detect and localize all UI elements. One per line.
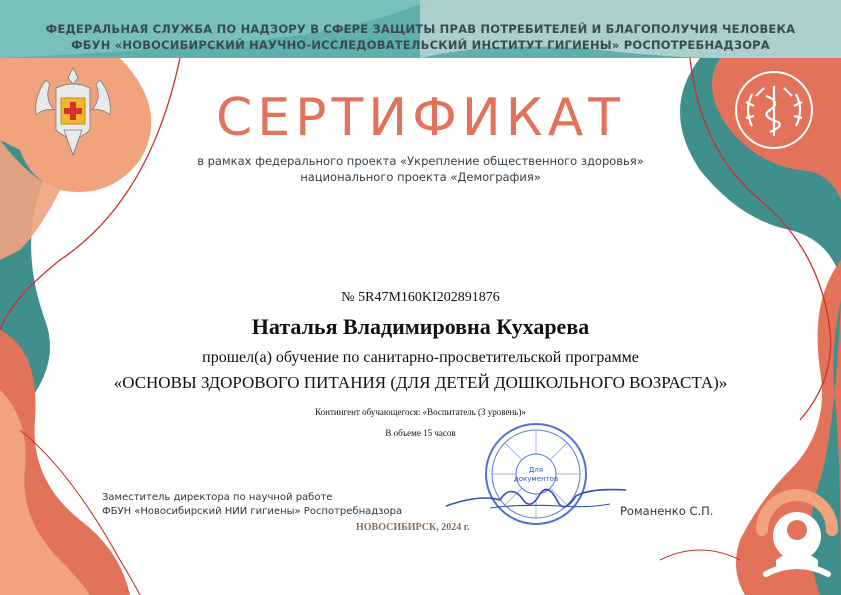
signatory-name: Романенко С.П. — [620, 504, 714, 518]
project-line1: в рамках федерального проекта «Укрепление общественного здоровья» — [197, 154, 644, 168]
program-name: «ОСНОВЫ ЗДОРОВОГО ПИТАНИЯ (ДЛЯ ДЕТЕЙ ДОШКОЛЬНОГО ВОЗРАСТА)» — [113, 373, 728, 392]
certificate-title: СЕРТИФИКАТ — [215, 88, 626, 148]
contingent-text: Контингент обучающегося: «Воспитатель (3 уровень)» — [315, 407, 526, 417]
signatory-position-line1: Заместитель директора по научной работе — [102, 492, 333, 503]
recipient-name: Наталья Владимировна Кухарева — [251, 314, 590, 339]
completion-statement: прошел(а) обучение по санитарно-просветительской программе — [202, 349, 639, 366]
svg-text:документов: документов — [513, 475, 559, 483]
handwritten-signature — [440, 476, 630, 520]
family-logo-icon — [756, 478, 838, 584]
volume-hours: В объеме 15 часов — [385, 428, 456, 438]
city-year: НОВОСИБИРСК, 2024 г. — [356, 522, 470, 533]
signatory-position-line2: ФБУН «Новосибирский НИИ гигиены» Роспотребнадзора — [102, 506, 403, 517]
project-line2: национального проекта «Демография» — [300, 170, 541, 184]
agency-name-line1: ФЕДЕРАЛЬНАЯ СЛУЖБА ПО НАДЗОРУ В СФЕРЕ ЗАЩИТЫ ПРАВ ПОТРЕБИТЕЛЕЙ И БЛАГОПОЛУЧИЯ ЧЕЛОВЕКА — [45, 22, 796, 36]
agency-name-line2: ФБУН «НОВОСИБИРСКИЙ НАУЧНО-ИССЛЕДОВАТЕЛЬСКИЙ ИНСТИТУТ ГИГИЕНЫ» РОСПОТРЕБНАДЗОРА — [71, 38, 770, 52]
certificate-number: № 5R47M160KI202891876 — [341, 290, 500, 305]
svg-text:Для: Для — [528, 466, 544, 474]
